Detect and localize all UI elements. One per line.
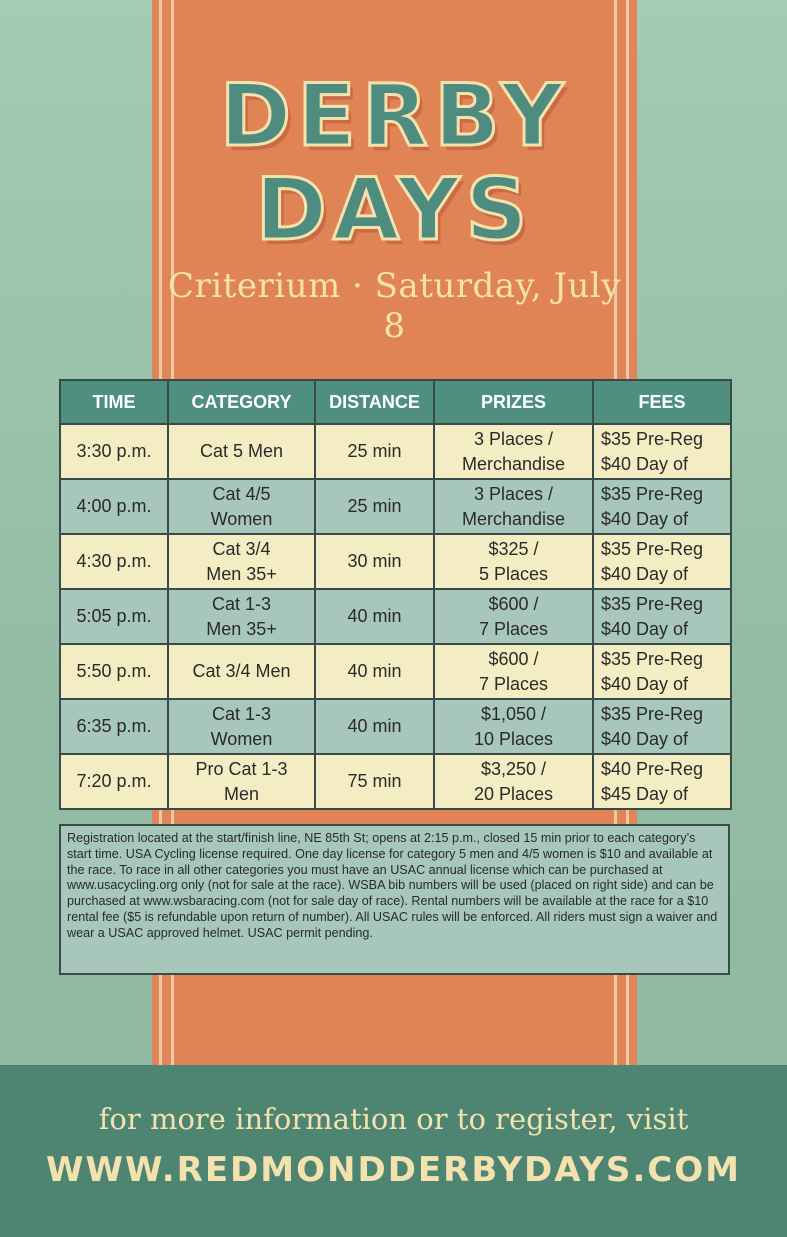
cell-distance: 30 min xyxy=(315,534,434,589)
header-time: TIME xyxy=(60,380,168,424)
table-row xyxy=(60,644,731,699)
title-derby: DERBY xyxy=(219,66,570,166)
cell-prizes: $600 / 7 Places xyxy=(434,589,593,644)
cell-fees: $35 Pre-Reg $40 Day of xyxy=(593,644,731,699)
race-schedule-table xyxy=(59,379,732,810)
header-prizes: PRIZES xyxy=(434,380,593,424)
cell-distance: 75 min xyxy=(315,754,434,809)
table-row xyxy=(60,424,731,479)
cell-fees: $35 Pre-Reg $40 Day of xyxy=(593,479,731,534)
cell-time: 4:30 p.m. xyxy=(60,534,168,589)
header-distance: DISTANCE xyxy=(315,380,434,424)
table-row xyxy=(60,479,731,534)
event-subtitle: Criterium · Saturday, July 8 xyxy=(168,266,621,346)
cell-category: Cat 3/4 Men 35+ xyxy=(168,534,315,589)
table-row xyxy=(60,754,731,809)
table-row xyxy=(60,699,731,754)
cell-fees: $35 Pre-Reg $40 Day of xyxy=(593,424,731,479)
footer-website-link[interactable]: WWW.REDMONDDERBYDAYS.COM xyxy=(46,1150,741,1190)
cell-prizes: $325 / 5 Places xyxy=(434,534,593,589)
cell-time: 7:20 p.m. xyxy=(60,754,168,809)
cell-category: Cat 1-3 Men 35+ xyxy=(168,589,315,644)
cell-fees: $35 Pre-Reg $40 Day of xyxy=(593,534,731,589)
cell-category: Cat 3/4 Men xyxy=(168,644,315,699)
cell-distance: 25 min xyxy=(315,424,434,479)
cell-prizes: 3 Places / Merchandise xyxy=(434,424,593,479)
table-row xyxy=(60,534,731,589)
table-header-row xyxy=(60,380,731,424)
cell-category: Pro Cat 1-3 Men xyxy=(168,754,315,809)
cell-distance: 40 min xyxy=(315,644,434,699)
title-days: DAYS xyxy=(255,160,534,260)
cell-prizes: 3 Places / Merchandise xyxy=(434,479,593,534)
cell-time: 5:50 p.m. xyxy=(60,644,168,699)
header-fees: FEES xyxy=(593,380,731,424)
cell-category: Cat 1-3 Women xyxy=(168,699,315,754)
cell-category: Cat 4/5 Women xyxy=(168,479,315,534)
cell-distance: 25 min xyxy=(315,479,434,534)
cell-fees: $35 Pre-Reg $40 Day of xyxy=(593,589,731,644)
header-category: CATEGORY xyxy=(168,380,315,424)
cell-time: 4:00 p.m. xyxy=(60,479,168,534)
cell-category: Cat 5 Men xyxy=(168,424,315,479)
cell-fees: $35 Pre-Reg $40 Day of xyxy=(593,699,731,754)
registration-notes: Registration located at the start/finish line, NE 85th St; opens at 2:15 p.m., closed 15 min prior to each category’s start time. USA Cycling license required. One day license for category 5 men and 4/5 women is $10 and available at the race. To race in all other categories you must have an USAC annual license which can be purchased at www.usacycling.org only (not for sale at the race). WSBA bib numbers will be used (placed on right side) and can be purchased at www.wsbaracing.com (not for sale day of race). Rental numbers will be available at the race for a $10 rental fee ($5 is refundable upon return of number). All USAC rules will be enforced. All riders must sign a waiver and wear a USAC approved helmet. USAC permit pending. xyxy=(59,824,730,975)
cell-prizes: $3,250 / 20 Places xyxy=(434,754,593,809)
cell-fees: $40 Pre-Reg $45 Day of xyxy=(593,754,731,809)
cell-distance: 40 min xyxy=(315,589,434,644)
cell-time: 5:05 p.m. xyxy=(60,589,168,644)
table-row xyxy=(60,589,731,644)
cell-time: 3:30 p.m. xyxy=(60,424,168,479)
cell-prizes: $1,050 / 10 Places xyxy=(434,699,593,754)
footer-info-text: for more information or to register, visit xyxy=(98,1102,689,1136)
cell-prizes: $600 / 7 Places xyxy=(434,644,593,699)
cell-distance: 40 min xyxy=(315,699,434,754)
cell-time: 6:35 p.m. xyxy=(60,699,168,754)
